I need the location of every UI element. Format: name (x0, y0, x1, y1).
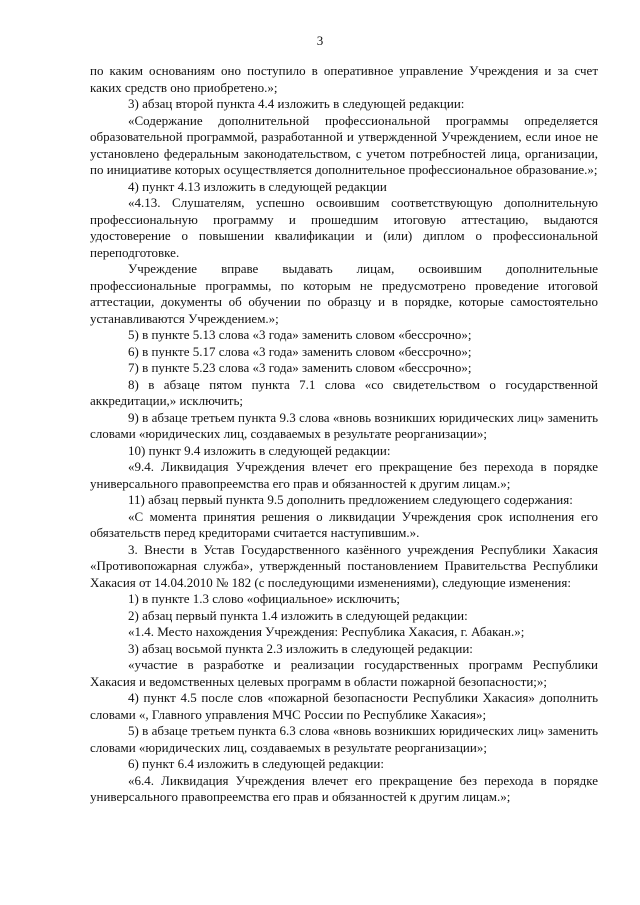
paragraph: 1) в пункте 1.3 слово «официальное» исключить; (128, 591, 400, 606)
page-number: 3 (316, 33, 324, 48)
paragraph: «1.4. Место нахождения Учреждения: Республика Хакасия, г. Абакан.»; (128, 624, 525, 639)
paragraph: «участие в разработке и реализации государственных программ Республики Хакасия и ведомственных целевых программ в области пожарной безопасности;»; (90, 657, 598, 689)
paragraph: 4) пункт 4.5 после слов «пожарной безопасности Республики Хакасия» дополнить словами «, Главного управления МЧС России по Республике Хакасия»; (90, 690, 598, 722)
paragraph: по каким основаниям оно поступило в оперативное управление Учреждения и за счет каких средств оно приобретено.»; (90, 63, 598, 95)
paragraph: 2) абзац первый пункта 1.4 изложить в следующей редакции: (128, 607, 468, 623)
paragraph: 7) в пункте 5.23 слова «3 года» заменить словом «бессрочно»; (128, 360, 472, 375)
paragraph: Учреждение вправе выдавать лицам, освоившим дополнительные профессиональные программы, по которым не предусмотрено проведение итоговой аттестации, документы об обучении по образцу и в порядке, которые самостоятельно устанавливаются Учреждением.»; (90, 261, 598, 326)
paragraph: 6) пункт 6.4 изложить в следующей редакции: (128, 756, 384, 771)
paragraph: «Содержание дополнительной профессиональной программы определяется образовательной программой, разработанной и утвержденной Учреждением, если иное не установлено федеральным законодательством, с учетом потребностей лица, организации, по инициативе которых осуществляется дополнительное профессиональное образование.»; (90, 112, 598, 177)
paragraph: 3. Внести в Устав Государственного казённого учреждения Республики Хакасия «Противопожарная служба», утвержденный постановлением Правительства Республики Хакасия от 14.04.2010 № 182 (с последующими изменениями), следующие изменения: (90, 541, 598, 590)
paragraph: «4.13. Слушателям, успешно освоившим соответствующую дополнительную профессиональную программу и прошедшим итоговую аттестацию, выдаются удостоверение о повышении квалификации и (или) диплом о профессиональной переподготовке. (90, 195, 598, 260)
paragraph: 10) пункт 9.4 изложить в следующей редакции: (128, 442, 391, 458)
paragraph: 6) в пункте 5.17 слова «3 года» заменить словом «бессрочно»; (128, 343, 472, 359)
paragraph: 3) абзац второй пункта 4.4 изложить в следующей редакции: (128, 96, 465, 111)
paragraph: 3) абзац восьмой пункта 2.3 изложить в следующей редакции: (128, 640, 473, 656)
paragraph: «6.4. Ликвидация Учреждения влечет его прекращение без перехода в порядке универсального правопреемства его прав и обязанностей к другим лицам.»; (90, 772, 598, 804)
paragraph: 9) в абзаце третьем пункта 9.3 слова «вновь возникших юридических лиц» заменить словами «юридических лиц, создаваемых в результате реорганизации»; (90, 409, 598, 441)
paragraph: «С момента принятия решения о ликвидации Учреждения срок исполнения его обязательств перед кредиторами считается наступившим.». (90, 508, 598, 540)
document-body (90, 63, 598, 806)
paragraph: 11) абзац первый пункта 9.5 дополнить предложением следующего содержания: (128, 492, 573, 507)
paragraph: 4) пункт 4.13 изложить в следующей редакции (128, 178, 387, 194)
paragraph: 5) в пункте 5.13 слова «3 года» заменить словом «бессрочно»; (128, 327, 472, 342)
paragraph: 8) в абзаце пятом пункта 7.1 слова «со свидетельством о государственной аккредитации,» исключить; (90, 376, 598, 408)
paragraph: «9.4. Ликвидация Учреждения влечет его прекращение без перехода в порядке универсального правопреемства его прав и обязанностей к другим лицам.»; (90, 459, 598, 491)
paragraph: 5) в абзаце третьем пункта 6.3 слова «вновь возникших юридических лиц» заменить словами «юридических лиц, создаваемых в результате реорганизации»; (90, 723, 598, 755)
